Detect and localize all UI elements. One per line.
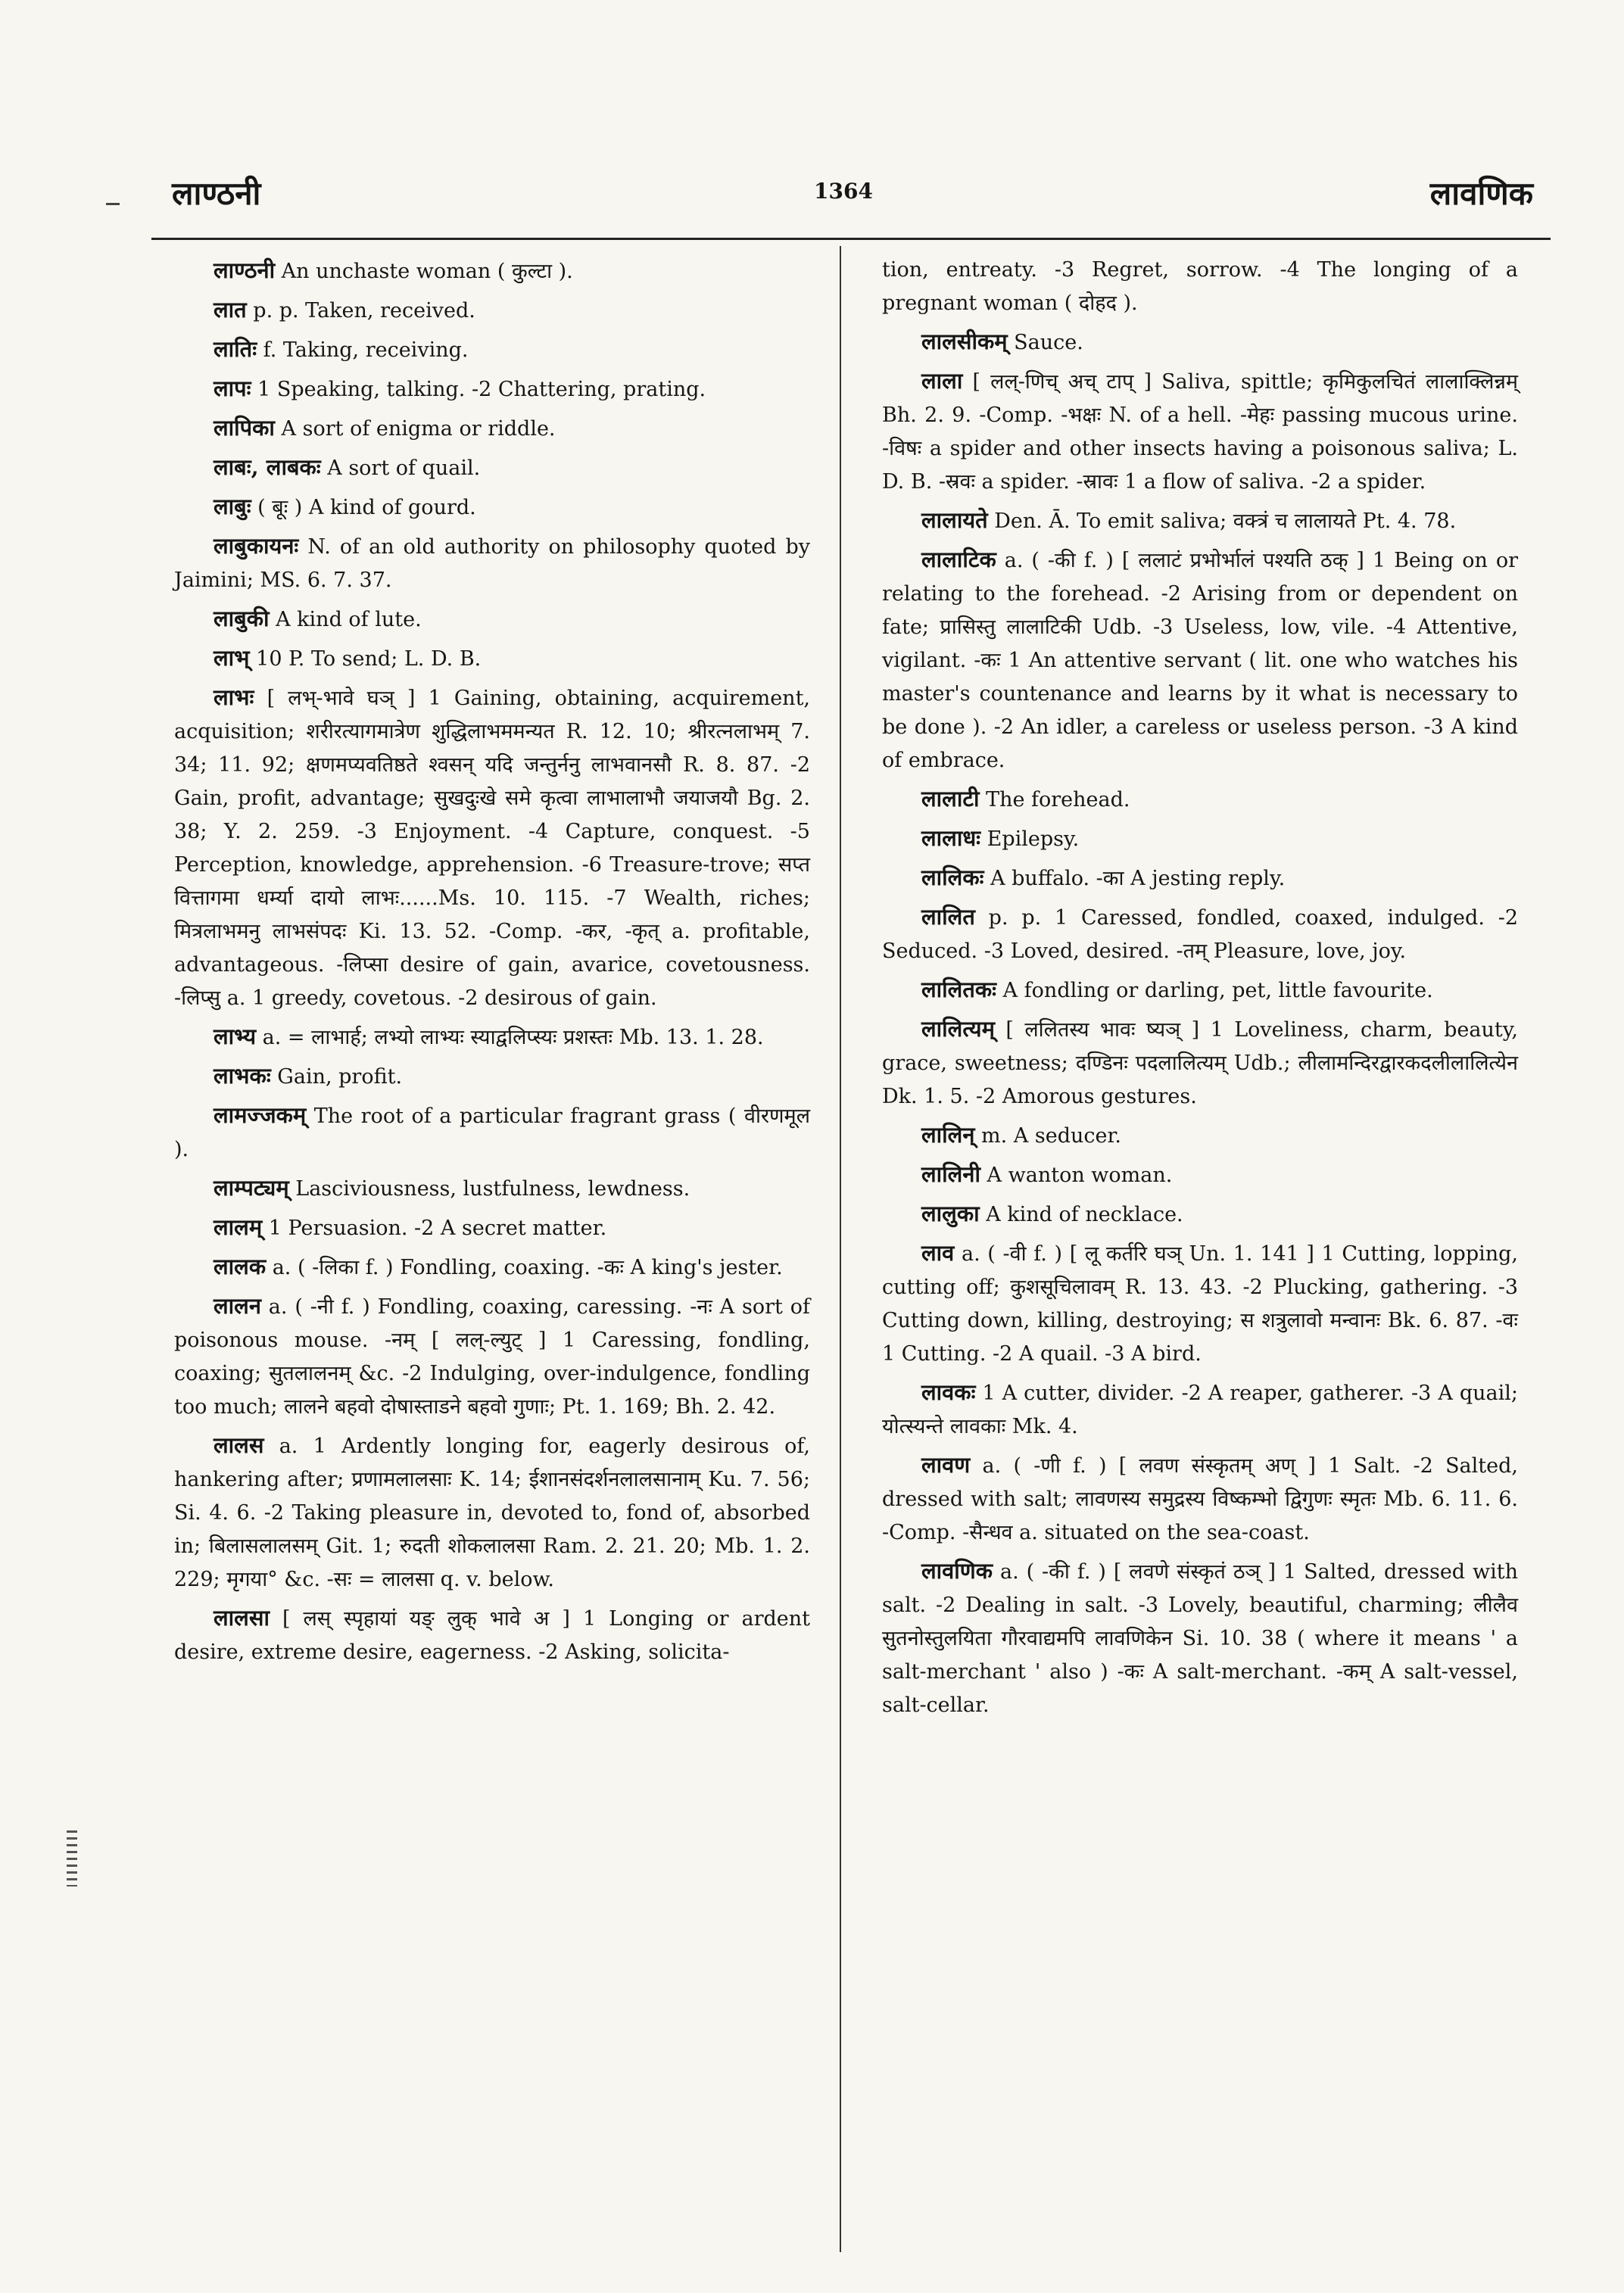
- dictionary-entry: [882, 1118, 1518, 1153]
- entry-headword: लालितकः: [921, 977, 997, 1002]
- entry-body: A kind of lute.: [269, 608, 422, 631]
- dictionary-entry: [882, 973, 1518, 1008]
- dictionary-entry: [174, 681, 810, 1015]
- entry-body: a. ( -णी f. ) [ लवण संस्कृतम् अण् ] 1 Salt. -2 Salted, dressed with salt; लावणस्य समुद्रस्य विष्कम्भो द्विगुणः स्मृतः Mb. 6. 11. 6. -Comp. -सैन्धव a. situated on the sea-coast.: [882, 1454, 1518, 1544]
- entry-body: [ लस् स्पृहायां यङ् लुक् भावे अ ] 1 Longing or ardent desire, extreme desire, eagerness. -2 Asking, solicita-: [174, 1607, 810, 1664]
- column-divider: [840, 246, 841, 2252]
- entry-body: a. ( -नी f. ) Fondling, coaxing, caressing. -नः A sort of poisonous mouse. -नम् [ लल्-ल्युट् ] 1 Caressing, fondling, coaxing; सुतलालनम् &c. -2 Indulging, over-indulgence, fondling too much; लालने बहवो दोषास्ताडने बहवो गुणाः; Pt. 1. 169; Bh. 2. 42.: [174, 1295, 810, 1419]
- entry-body: A buffalo. -का A jesting reply.: [983, 867, 1286, 890]
- entry-headword: लाबुकी: [214, 606, 270, 631]
- dictionary-entry: [174, 450, 810, 485]
- dictionary-entry: [882, 503, 1518, 538]
- dictionary-entry: [882, 900, 1518, 968]
- entry-body: A fondling or darling, pet, little favourite.: [996, 979, 1433, 1002]
- entry-body: [ ललितस्य भावः ष्यञ् ] 1 Loveliness, charm, beauty, grace, sweetness; दण्डिनः पदलालित्यम् Udb.; लीलामन्दिरद्वारकदलीलालित्येन Dk. 1. 5. -2 Amorous gestures.: [882, 1018, 1518, 1108]
- entry-headword: लाबुकायनः: [214, 533, 299, 559]
- entry-headword: लालाधः: [921, 825, 981, 851]
- entry-headword: लातिः: [214, 336, 257, 362]
- dictionary-entry: [882, 543, 1518, 777]
- entry-body: f. Taking, receiving.: [257, 338, 469, 362]
- entry-headword: लावण: [921, 1452, 971, 1478]
- entry-headword: लाभकः: [214, 1063, 271, 1089]
- dictionary-entry: [174, 1289, 810, 1424]
- entry-body: A wanton woman.: [980, 1164, 1173, 1187]
- entry-headword: लामज्जकम्: [214, 1102, 307, 1128]
- entry-body: p. p. Taken, received.: [246, 299, 475, 322]
- dictionary-entry: [174, 411, 810, 446]
- entry-body: a. ( -की f. ) [ ललाटं प्रभोर्भालं पश्यति ठक् ] 1 Being on or relating to the forehead. -2 Arising from or dependent on fate; प्रासिस्तु लालाटिकी Udb. -3 Useless, low, vile. -4 Attentive, vigilant. -कः 1 An attentive servant ( lit. one who watches his master's countenance and learns by it what is necessary to be done ). -2 An idler, a careless or useless person. -3 A kind of embrace.: [882, 549, 1518, 772]
- entry-headword: लापिका: [214, 415, 275, 441]
- entry-headword: लात: [214, 297, 247, 322]
- entry-body: 1 A cutter, divider. -2 A reaper, gatherer. -3 A quail; योत्स्यन्ते लावकाः Mk. 4.: [882, 1382, 1518, 1438]
- entry-headword: लालिकः: [921, 865, 984, 890]
- entry-body: a. 1 Ardently longing for, eagerly desirous of, hankering after; प्रणामलालसाः K. 14; ईशानसंदर्शनलालसानाम् Ku. 7. 56; Si. 4. 6. -2 Taking pleasure in, devoted to, fond of, absorbed in; बिलासलालसम् Git. 1; रुदती शोकलालसा Ram. 2. 21. 20; Mb. 1. 2. 229; मृगया° &c. -सः = लालसा q. v. below.: [174, 1435, 810, 1591]
- entry-headword: लालक: [214, 1254, 267, 1279]
- entry-headword: लालसा: [214, 1605, 270, 1631]
- entry-headword: लालित: [921, 904, 975, 930]
- dictionary-entry: [882, 1236, 1518, 1371]
- dictionary-entry: [174, 293, 810, 328]
- dictionary-entry: [882, 782, 1518, 817]
- entry-body: p. p. 1 Caressed, fondled, coaxed, indulged. -2 Seduced. -3 Loved, desired. -तम् Pleasure, love, joy.: [882, 906, 1518, 963]
- entry-body: [ लभ्-भावे घञ् ] 1 Gaining, obtaining, acquirement, acquisition; शरीरत्यागमात्रेण शुद्धिलाभममन्यत R. 12. 10; श्रीरत्नलाभम् 7. 34; 11. 92; क्षणमप्यवतिष्ठते श्वसन् यदि जन्तुर्ननु लाभवानसौ R. 8. 87. -2 Gain, profit, advantage; सुखदुःखे समे कृत्वा लाभालाभौ जयाजयौ Bg. 2. 38; Y. 2. 259. -3 Enjoyment. -4 Capture, conquest. -5 Perception, knowledge, apprehension. -6 Treasure-trove; सप्त वित्तागमा धर्म्या दायो लाभः......Ms. 10. 115. -7 Wealth, riches; मित्रलाभमनु लाभसंपदः Ki. 13. 52. -Comp. -कर, -कृत् a. profitable, advantageous. -लिप्सा desire of gain, avarice, covetousness. -लिप्सु a. 1 greedy, covetous. -2 desirous of gain.: [174, 687, 810, 1010]
- dictionary-entry: [882, 1554, 1518, 1722]
- margin-tick: [106, 203, 120, 205]
- entry-headword: लालायते: [921, 507, 988, 533]
- entry-body: N. of an old authority on philosophy quoted by Jaimini; MS. 6. 7. 37.: [174, 535, 810, 592]
- entry-headword: लालम्: [214, 1214, 263, 1240]
- dictionary-entry: [882, 1197, 1518, 1232]
- entry-body: Sauce.: [1007, 331, 1083, 354]
- entry-body: Gain, profit.: [270, 1065, 403, 1089]
- entry-headword: लालाटी: [921, 786, 980, 812]
- dictionary-entry: [174, 372, 810, 407]
- entry-body: a. ( -की f. ) [ लवणे संस्कृतं ठञ् ] 1 Salted, dressed with salt. -2 Dealing in salt. -3 Lovely, beautiful, charming; लीलैव सुतनोस्तुलयिता गौरवाद्यमपि लावणिकेन Si. 10. 38 ( where it means ' a salt-merchant ' also ) -कः A salt-merchant. -कम् A salt-vessel, salt-cellar.: [882, 1560, 1518, 1717]
- dictionary-entry: [174, 1210, 810, 1245]
- entry-body: A sort of quail.: [320, 456, 481, 480]
- entry-body: 10 P. To send; L. D. B.: [249, 647, 482, 671]
- entry-body: An unchaste woman ( कुल्टा ).: [275, 260, 573, 283]
- page-number: 1364: [814, 179, 873, 204]
- right-column: [882, 254, 1518, 1727]
- header-right-word: लावणिक: [1429, 175, 1533, 212]
- entry-headword: लाला: [921, 368, 963, 394]
- dictionary-entry: [174, 1250, 810, 1285]
- entry-headword: लालुका: [921, 1201, 980, 1226]
- entry-headword: लाव: [921, 1240, 955, 1266]
- dictionary-entry: [882, 1157, 1518, 1192]
- entry-body: Den. Ā. To emit saliva; वक्त्रं च लालायते Pt. 4. 78.: [987, 509, 1457, 533]
- page-header: [163, 168, 1548, 221]
- entry-body: The root of a particular fragrant grass ( वीरणमूल ).: [174, 1104, 810, 1161]
- dictionary-entry: [882, 325, 1518, 360]
- dictionary-entry: [174, 602, 810, 637]
- left-column: [174, 254, 810, 1674]
- entry-body: m. A seducer.: [974, 1124, 1122, 1148]
- entry-headword: लावणिक: [921, 1558, 993, 1584]
- dictionary-entry: [174, 641, 810, 676]
- margin-mark: [67, 1830, 77, 1886]
- entry-headword: लाण्ठनी: [214, 257, 276, 283]
- dictionary-entry: [882, 364, 1518, 499]
- header-left-word: लाण्ठनी: [172, 175, 261, 212]
- entry-headword: लाबः, लाबकः: [214, 454, 321, 480]
- dictionary-entry: [882, 821, 1518, 856]
- entry-headword: लाम्पट्यम्: [214, 1175, 289, 1201]
- entry-headword: लालस: [214, 1432, 264, 1458]
- entry-body: Lasciviousness, lustfulness, lewdness.: [288, 1177, 690, 1201]
- dictionary-entry: [174, 1601, 810, 1669]
- dictionary-entry: [174, 1428, 810, 1597]
- dictionary-entry: [174, 1059, 810, 1094]
- entry-body: a. = लाभार्ह; लभ्यो लाभ्यः स्याद्वलिप्स्यः प्रशस्तः Mb. 13. 1. 28.: [256, 1026, 764, 1049]
- entry-headword: लालिनी: [921, 1161, 980, 1187]
- entry-headword: लालिन्: [921, 1122, 975, 1148]
- entry-headword: लाभ्: [214, 645, 250, 671]
- dictionary-entry: [174, 1171, 810, 1206]
- entry-body: A sort of enigma or riddle.: [274, 417, 556, 441]
- entry-body: [ लल्-णिच् अच् टाप् ] Saliva, spittle; कृमिकुलचितं लालाक्लिन्नम् Bh. 2. 9. -Comp. -भक्षः N. of a hell. -मेहः passing mucous urine. -विषः a spider and other insects having a poisonous saliva; L. D. B. -स्रवः a spider. -स्रावः 1 a flow of saliva. -2 a spider.: [882, 370, 1518, 494]
- entry-body: ( बूः ) A kind of gourd.: [251, 496, 476, 519]
- entry-body: Epilepsy.: [980, 827, 1080, 851]
- dictionary-entry: [174, 529, 810, 597]
- dictionary-entry: [174, 490, 810, 525]
- entry-headword: लापः: [214, 375, 251, 401]
- entry-body: The forehead.: [979, 788, 1130, 812]
- dictionary-entry: [174, 1020, 810, 1055]
- dictionary-entry: [174, 1098, 810, 1167]
- dictionary-entry: [882, 1012, 1518, 1114]
- entry-headword: लाबुः: [214, 494, 251, 519]
- entry-headword: लाभः: [214, 684, 254, 710]
- entry-headword: लालन: [214, 1293, 261, 1319]
- entry-body: a. ( -लिका f. ) Fondling, coaxing. -कः A king's jester.: [266, 1256, 783, 1279]
- dictionary-entry: [174, 254, 810, 288]
- entry-body: A kind of necklace.: [979, 1203, 1183, 1226]
- entry-headword: लावकः: [921, 1379, 976, 1405]
- dictionary-entry: [882, 1375, 1518, 1444]
- dictionary-entry: [882, 1448, 1518, 1550]
- dictionary-entry: [174, 332, 810, 367]
- entry-body: 1 Speaking, talking. -2 Chattering, prating.: [251, 378, 706, 401]
- entry-headword: लालसीकम्: [921, 329, 1008, 354]
- entry-headword: लालाटिक: [921, 547, 996, 572]
- entry-continuation: tion, entreaty. -3 Regret, sorrow. -4 The longing of a pregnant woman ( दोहद ).: [882, 258, 1518, 315]
- dictionary-entry: [882, 861, 1518, 896]
- entry-headword: लाभ्य: [214, 1023, 257, 1049]
- entry-body: a. ( -वी f. ) [ लू कर्तरि घञ् Un. 1. 141 ] 1 Cutting, lopping, cutting off; कुशसूचिलावम् R. 13. 43. -2 Plucking, gathering. -3 Cutting down, killing, destroying; स शत्रुलावो मन्वानः Bk. 6. 87. -वः 1 Cutting. -2 A quail. -3 A bird.: [882, 1242, 1518, 1366]
- header-rule: [151, 238, 1551, 240]
- entry-headword: लालित्यम्: [921, 1016, 995, 1042]
- entry-body: 1 Persuasion. -2 A secret matter.: [262, 1217, 607, 1240]
